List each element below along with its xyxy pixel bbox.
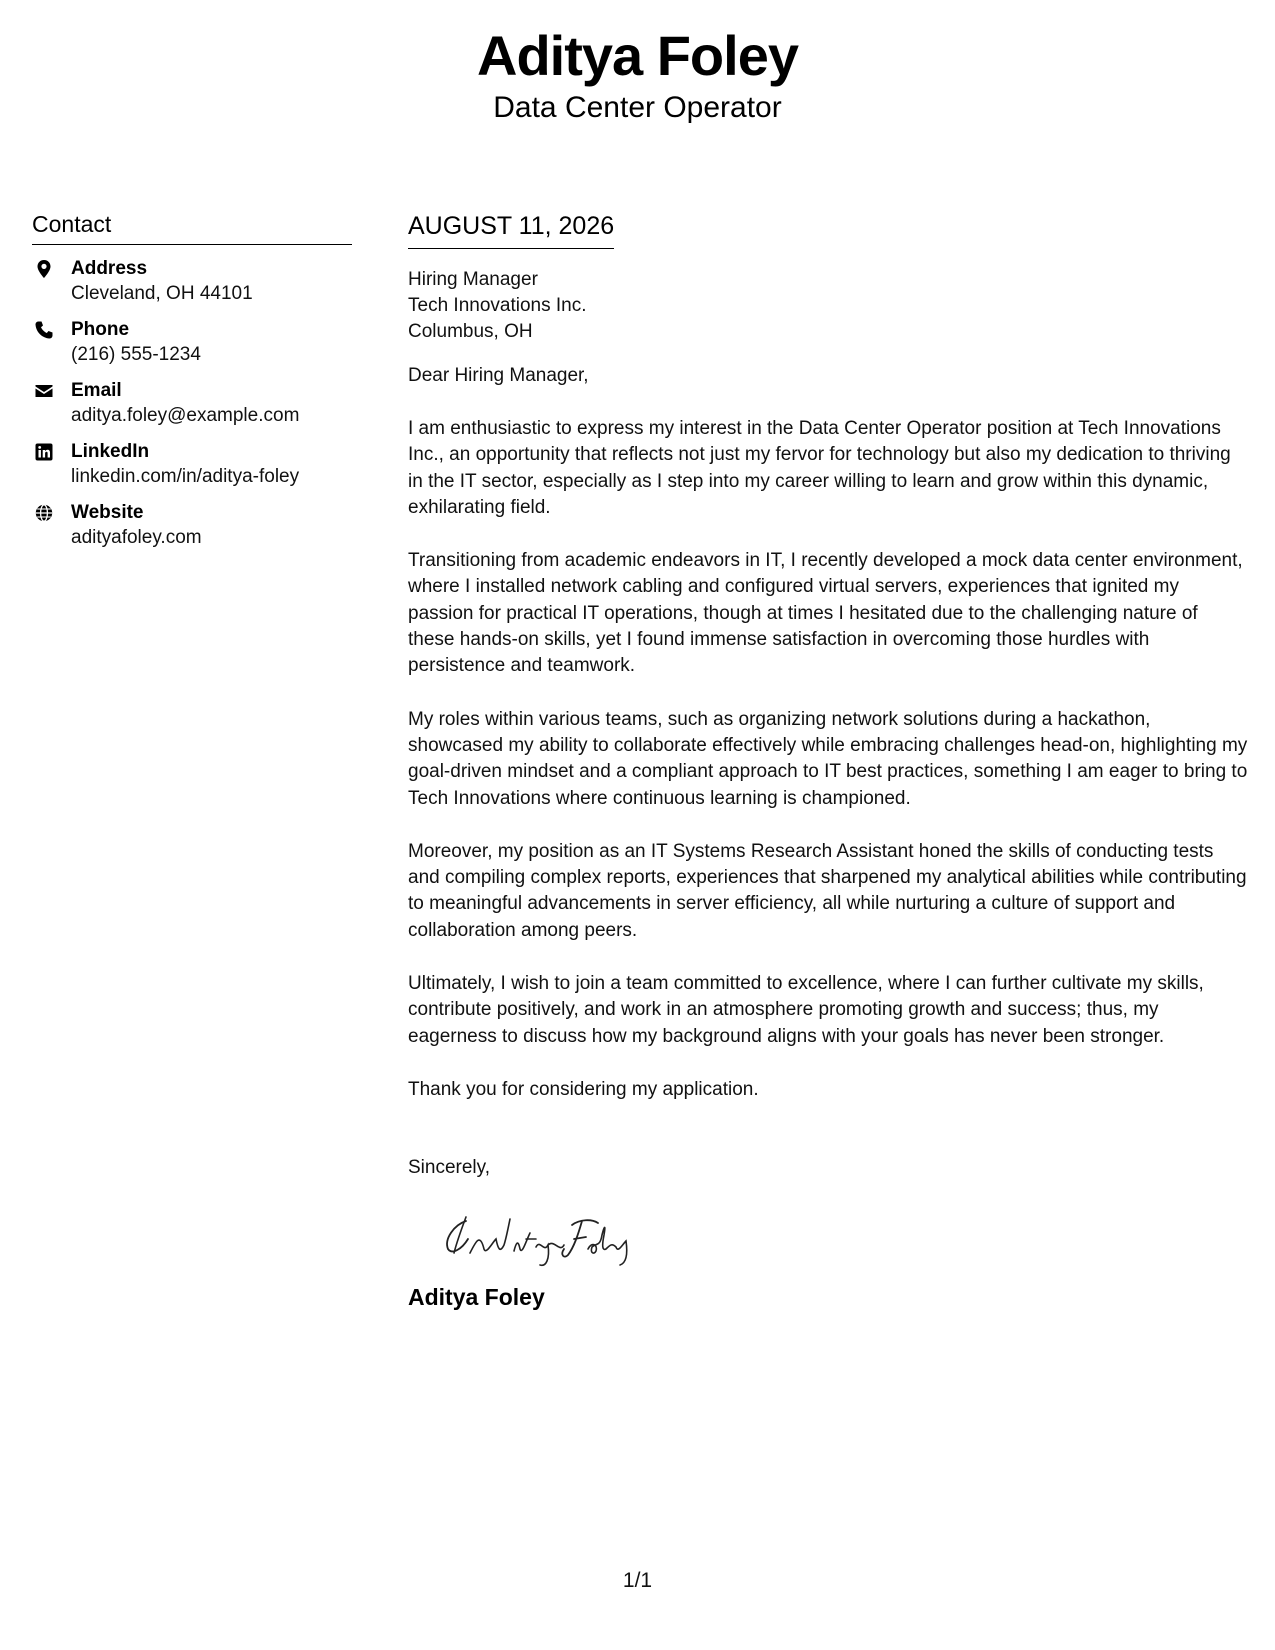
location-pin-icon bbox=[34, 259, 54, 279]
closing: Sincerely, bbox=[408, 1157, 491, 1179]
phone-value: (216) 555-1234 bbox=[71, 344, 201, 365]
page-number: 1/1 bbox=[622, 1569, 653, 1592]
recipient-line: Hiring Manager bbox=[408, 269, 538, 290]
phone-icon bbox=[34, 320, 54, 340]
paragraph: Transitioning from academic endeavors in IT, I recently developed a mock data center environment, where I installed network cabling and configured virtual servers, experiences that ignited my passion for practical IT operations, though at times I hesitated due to the challenging nature of these hands-on skills, yet I found immense satisfaction in overcoming those hurdles with persistence and teamwork. bbox=[408, 550, 1243, 677]
job-title: Data Center Operator bbox=[493, 91, 782, 124]
contact-label: Address bbox=[71, 258, 148, 279]
email-value[interactable]: aditya.foley@example.com bbox=[71, 405, 300, 426]
applicant-name: Aditya Foley bbox=[477, 24, 798, 87]
contact-item-website bbox=[32, 501, 352, 550]
contact-heading: Contact bbox=[32, 210, 352, 245]
paragraph: Moreover, my position as an IT Systems Research Assistant honed the skills of conducting tests and compiling complex reports, experiences that sharpened my analytical abilities while contributing to meaningful advancements in server efficiency, all while nurturing a culture of support and collaboration among peers. bbox=[408, 840, 1247, 941]
paragraph: Thank you for considering my application. bbox=[408, 1078, 759, 1100]
address-value: Cleveland, OH 44101 bbox=[71, 283, 253, 304]
website-value[interactable]: adityafoley.com bbox=[71, 527, 202, 548]
contact-label: Email bbox=[71, 380, 122, 401]
paragraph: Ultimately, I wish to join a team committed to excellence, where I can further cultivate my skills, contribute positively, and work in an atmosphere promoting growth and success; thus, my eagerness to discuss how my background aligns with your goals has never been stronger. bbox=[408, 973, 1204, 1047]
contact-label: Phone bbox=[71, 319, 130, 340]
contact-list bbox=[32, 257, 352, 550]
recipient-line: Columbus, OH bbox=[408, 321, 533, 342]
contact-label: Website bbox=[71, 502, 144, 523]
recipient-line: Tech Innovations Inc. bbox=[408, 295, 587, 316]
contact-item-phone bbox=[32, 318, 352, 367]
contact-label: LinkedIn bbox=[71, 441, 150, 462]
contact-item-email bbox=[32, 379, 352, 428]
contact-item-address bbox=[32, 257, 352, 306]
paragraph: I am enthusiastic to express my interest in the Data Center Operator position at Tech Innovations Inc., an opportunity that reflects not just my fervor for technology but also my dedication to thriving in the IT sector, especially as I step into my career willing to learn and grow within this dynamic, exhilarating field. bbox=[408, 418, 1231, 518]
letter-date: AUGUST 11, 2026 bbox=[408, 212, 615, 240]
globe-icon bbox=[34, 503, 54, 523]
linkedin-value[interactable]: linkedin.com/in/aditya-foley bbox=[71, 466, 300, 487]
linkedin-icon bbox=[34, 442, 54, 462]
signer-name: Aditya Foley bbox=[408, 1284, 545, 1311]
date-block bbox=[408, 210, 614, 249]
recipient-block bbox=[408, 267, 1248, 345]
salutation: Dear Hiring Manager, bbox=[408, 365, 589, 386]
contact-item-linkedin bbox=[32, 440, 352, 489]
paragraph: My roles within various teams, such as organizing network solutions during a hackathon, showcased my ability to collaborate effectively while embracing challenges head-on, highlighting my goal-driven mindset and a compliant approach to IT best practices, something I am eager to bring to Tech Innovations where continuous learning is championed. bbox=[408, 708, 1248, 809]
handwritten-signature bbox=[436, 1199, 656, 1269]
letter-body bbox=[408, 210, 1248, 1311]
document-header bbox=[0, 24, 1275, 126]
envelope-icon bbox=[34, 381, 54, 401]
contact-sidebar bbox=[32, 210, 352, 562]
